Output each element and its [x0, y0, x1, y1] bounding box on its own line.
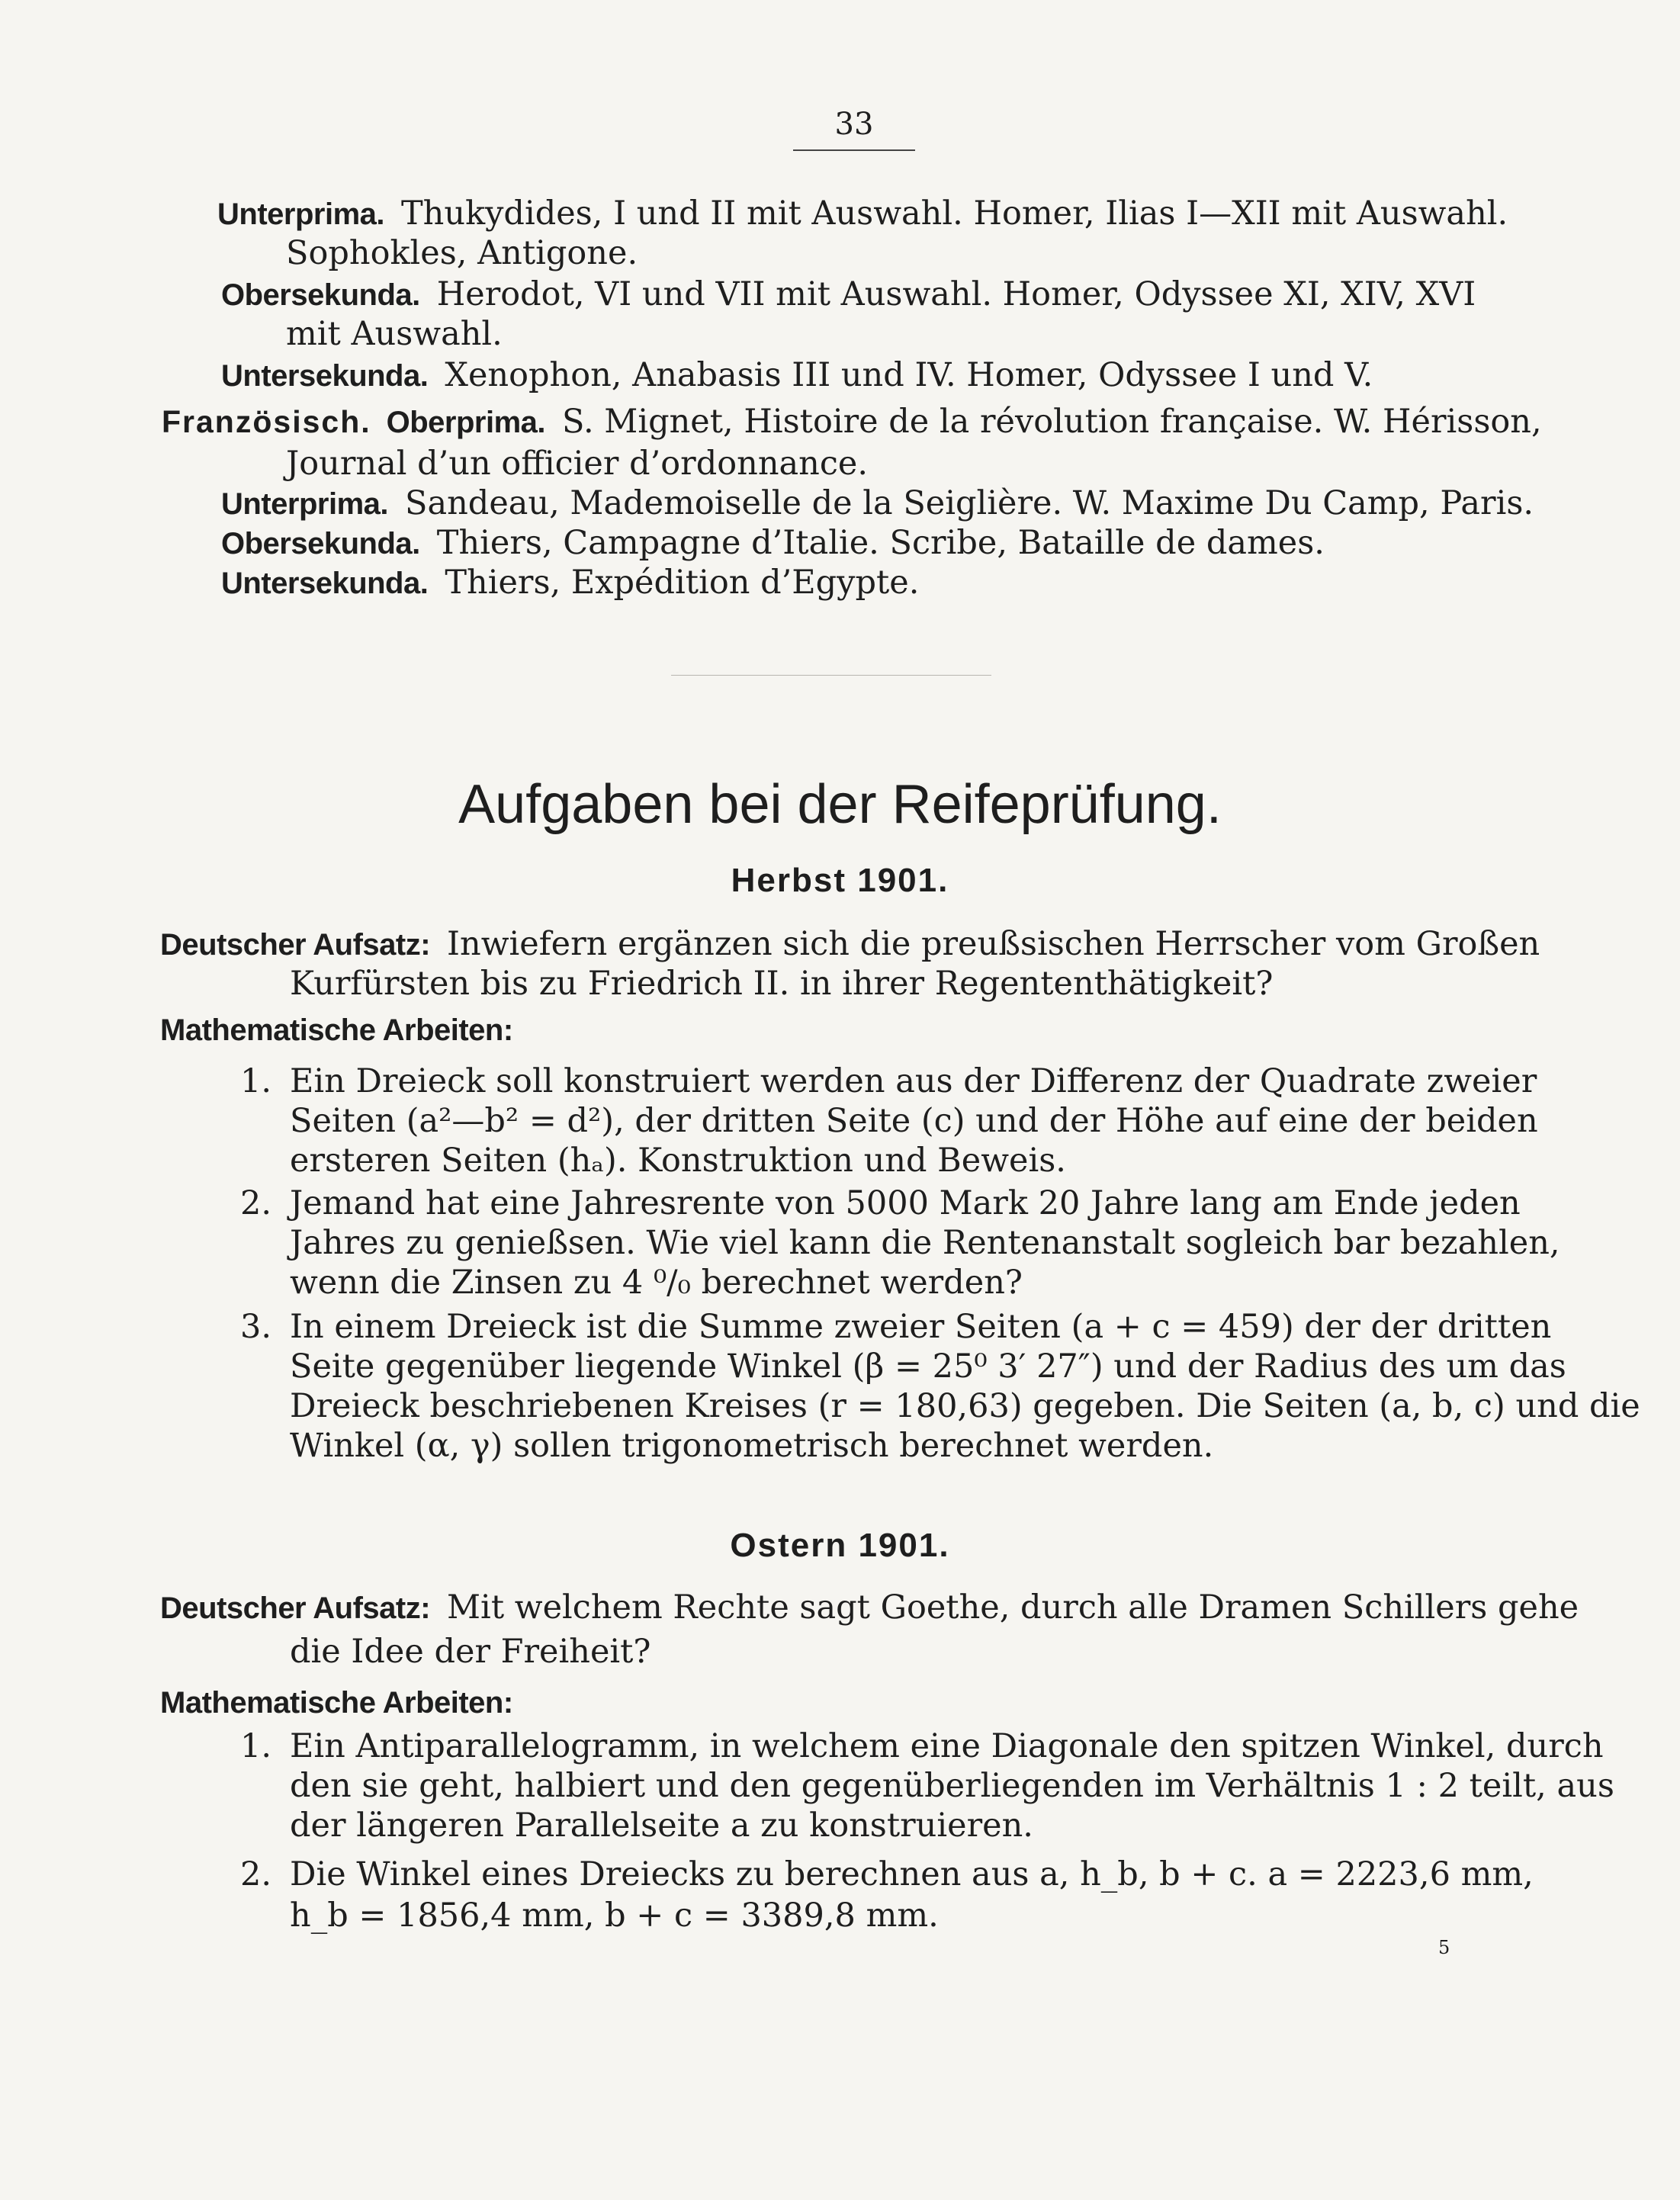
task-text: Seiten (a²—b² = d²), der dritten Seite (c) und der Höhe auf eine der beiden: [290, 1102, 1538, 1140]
reading-text: Journal d’un officier d’ordonnance.: [286, 445, 869, 483]
class-label: Obersekunda.: [221, 278, 420, 312]
task-line: [290, 1100, 1538, 1142]
task-number: 3.: [239, 1308, 271, 1346]
reading-text: Thiers, Campagne d’Italie. Scribe, Bataille de dames.: [436, 524, 1325, 562]
faint-separator: [671, 675, 991, 676]
task-line: [290, 1345, 1566, 1388]
task-line: [218, 1725, 1604, 1768]
reading-line: [221, 482, 1534, 525]
aufsatz-text: die Idee der Freiheit?: [290, 1633, 651, 1671]
reading-line: [286, 313, 503, 355]
aufsatz-line: [290, 1630, 650, 1673]
reading-line: [286, 232, 638, 275]
reading-line: [221, 354, 1373, 397]
reading-text: Thiers, Expédition d’Egypte.: [445, 564, 920, 602]
reading-text: Thukydides, I und II mit Auswahl. Homer, Ilias I—XII mit Auswahl.: [401, 194, 1508, 233]
class-label: Unterprima.: [217, 198, 384, 231]
task-text: Jahres zu genießsen. Wie viel kann die Rentenanstalt sogleich bar bezahlen,: [290, 1224, 1560, 1262]
task-line: [290, 1804, 1033, 1847]
task-number: 2.: [239, 1184, 271, 1222]
task-number: 2.: [239, 1855, 271, 1893]
math-heading: [160, 1681, 530, 1724]
task-line: [218, 1306, 1551, 1348]
task-text: Dreieck beschriebenen Kreises (r = 180,63) gegeben. Die Seiten (a, b, c) und die: [290, 1387, 1640, 1425]
reading-text: Sophokles, Antigone.: [286, 234, 638, 272]
class-label: Untersekunda.: [221, 567, 429, 600]
task-text: ersteren Seiten (hₐ). Konstruktion und Beweis.: [290, 1142, 1066, 1180]
aufsatz-line: [160, 1586, 1579, 1630]
task-text: h_b = 1856,4 mm, b + c = 3389,8 mm.: [290, 1896, 939, 1935]
math-label: Mathematische Arbeiten:: [160, 1013, 513, 1047]
reading-line: [221, 561, 919, 605]
task-number: 1.: [239, 1062, 271, 1100]
task-text: Ein Antiparallelogramm, in welchem eine Diagonale den spitzen Winkel, durch: [290, 1727, 1604, 1765]
reading-text: mit Auswahl.: [286, 315, 503, 353]
signature-mark: 5: [1438, 1937, 1450, 1958]
reading-line: [217, 192, 1508, 236]
math-label: Mathematische Arbeiten:: [160, 1686, 513, 1720]
main-title: Aufgaben bei der Reifeprüfung.: [458, 774, 1222, 835]
reading-text: S. Mignet, Histoire de la révolution française. W. Hérisson,: [562, 403, 1542, 441]
class-label: Obersekunda.: [221, 527, 420, 560]
task-text: der längeren Parallelseite a zu konstruieren.: [290, 1807, 1033, 1845]
task-line: [290, 1139, 1066, 1182]
section-heading-ostern: Ostern 1901.: [730, 1527, 950, 1564]
task-text: den sie geht, halbiert und den gegenüberliegenden im Verhältnis 1 : 2 teilt, aus: [290, 1767, 1614, 1805]
aufsatz-text: Inwiefern ergänzen sich die preußsischen Herrscher vom Großen: [447, 925, 1540, 963]
reading-text: Herodot, VI und VII mit Auswahl. Homer, Odyssee XI, XIV, XVI: [436, 275, 1476, 313]
page-number: 33: [834, 107, 874, 142]
reading-line: [162, 400, 1542, 444]
task-line: [218, 1853, 1534, 1896]
reading-line: [286, 442, 868, 485]
reading-line: [221, 522, 1325, 565]
task-text: In einem Dreieck ist die Summe zweier Seiten (a + c = 459) der der dritten: [290, 1308, 1552, 1346]
reading-line: [221, 273, 1476, 316]
task-line: [218, 1182, 1521, 1225]
class-label: Oberprima.: [386, 406, 546, 439]
aufsatz-text: Mit welchem Rechte sagt Goethe, durch alle Dramen Schillers gehe: [447, 1588, 1579, 1627]
task-text: Winkel (α, γ) sollen trigonometrisch berechnet werden.: [290, 1427, 1214, 1465]
math-heading: [160, 1008, 530, 1052]
task-text: Jemand hat eine Jahresrente von 5000 Mark 20 Jahre lang am Ende jeden: [290, 1184, 1521, 1222]
task-text: Seite gegenüber liegende Winkel (β = 25⁰ 3′ 27″) und der Radius des um das: [290, 1347, 1566, 1386]
task-line: [290, 1894, 939, 1937]
aufsatz-label: Deutscher Aufsatz:: [160, 1591, 431, 1625]
aufsatz-line: [160, 923, 1540, 966]
task-line: [290, 1261, 1023, 1304]
class-label: Untersekunda.: [221, 359, 429, 393]
aufsatz-label: Deutscher Aufsatz:: [160, 928, 431, 962]
task-line: [218, 1060, 1537, 1103]
task-line: [290, 1765, 1614, 1807]
task-line: [290, 1385, 1640, 1428]
task-line: [290, 1424, 1213, 1467]
aufsatz-line: [290, 962, 1273, 1005]
reading-text: Xenophon, Anabasis III und IV. Homer, Odyssee I und V.: [445, 356, 1373, 394]
section-heading-herbst: Herbst 1901.: [731, 862, 949, 899]
task-number: 1.: [239, 1727, 271, 1765]
task-text: Die Winkel eines Dreiecks zu berechnen aus a, h_b, b + c. a = 2223,6 mm,: [290, 1855, 1534, 1893]
class-label: Unterprima.: [221, 487, 388, 521]
task-text: wenn die Zinsen zu 4 ⁰/₀ berechnet werden?: [290, 1264, 1023, 1302]
task-line: [290, 1222, 1560, 1264]
task-text: Ein Dreieck soll konstruiert werden aus der Differenz der Quadrate zweier: [290, 1062, 1537, 1100]
reading-text: Sandeau, Mademoiselle de la Seiglière. W. Maxime Du Camp, Paris.: [405, 484, 1534, 522]
aufsatz-text: Kurfürsten bis zu Friedrich II. in ihrer Regententhätigkeit?: [290, 965, 1274, 1003]
subject-label: Französisch.: [162, 404, 371, 439]
page-number-rule: [793, 149, 915, 151]
